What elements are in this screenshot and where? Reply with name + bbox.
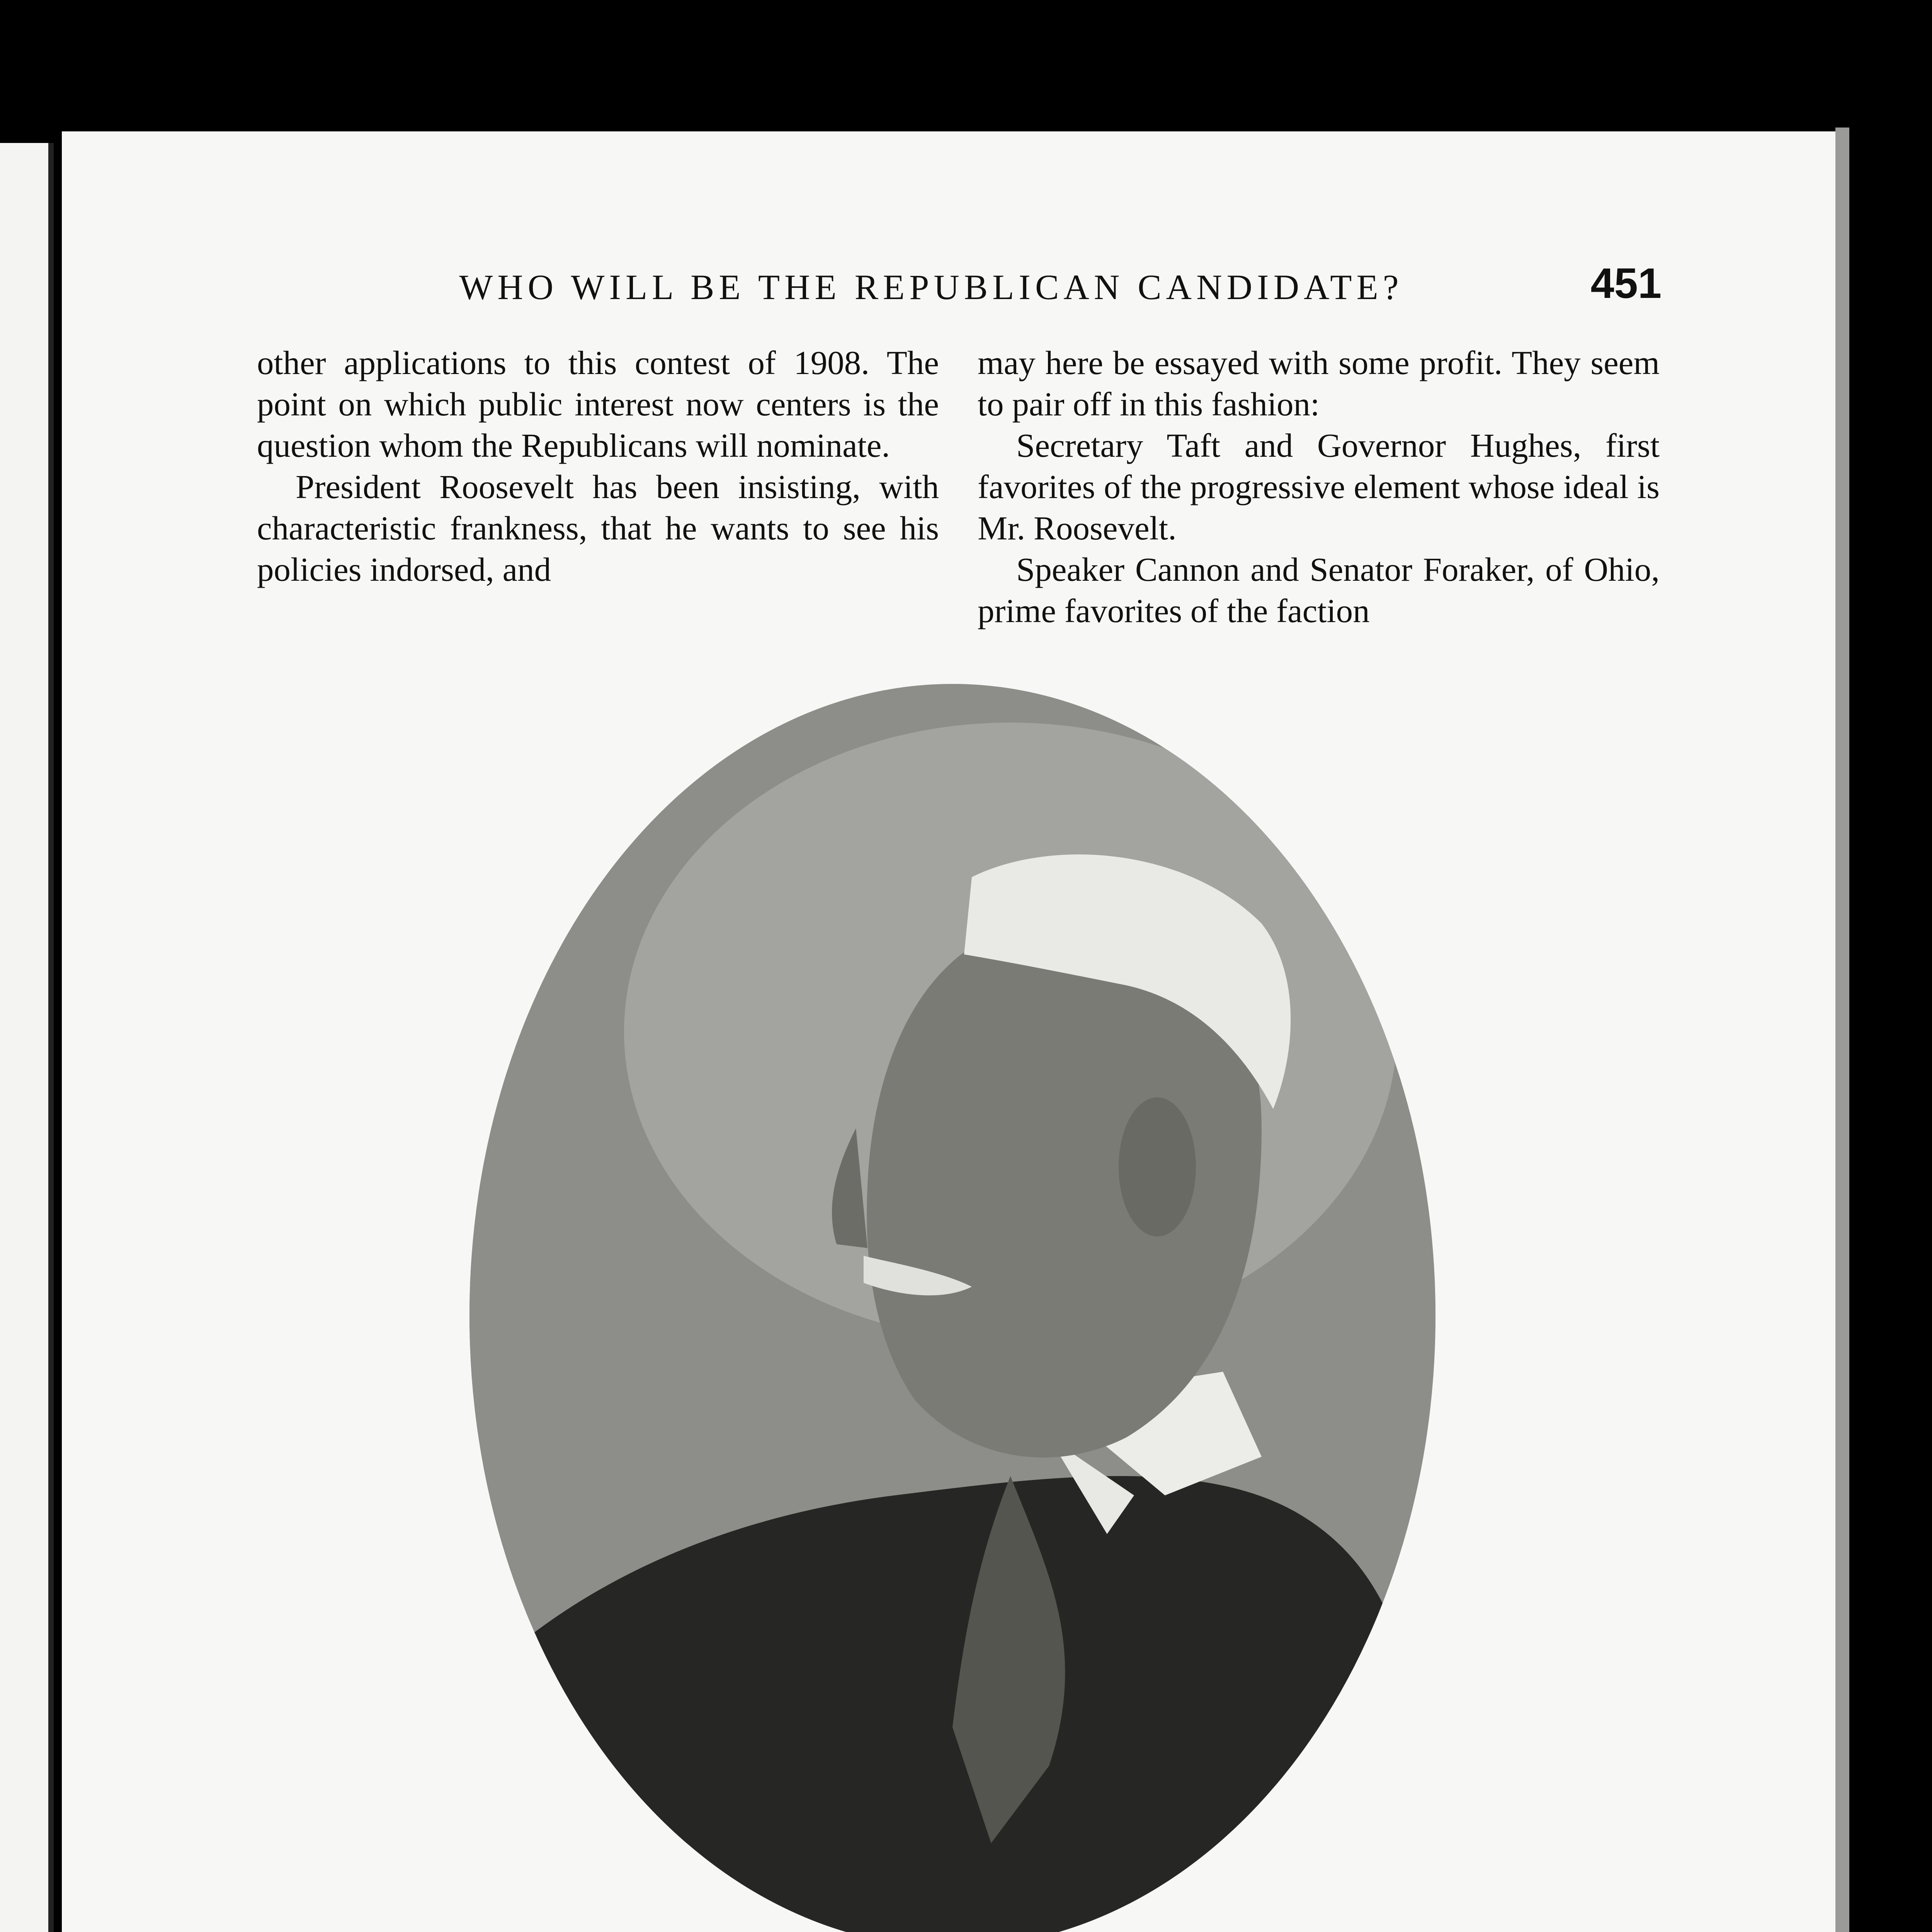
paragraph: Speaker Cannon and Senator Foraker, of Ohio, prime favorites of the faction — [978, 551, 1660, 629]
page-edge-shadow — [1835, 128, 1849, 1932]
portrait-photograph — [469, 684, 1435, 1932]
paragraph: may here be essayed with some profit. They seem to pair off in this fashion: — [978, 344, 1660, 423]
top-right-column — [978, 342, 1660, 631]
paragraph: Secretary Taft and Governor Hughes, first favorites of the progressive element whose ideal is Mr. Roosevelt. — [978, 427, 1660, 547]
paragraph: other applications to this contest of 1908. The point on which public interest now centers is the question whom the Republicans will nominate. — [257, 344, 939, 464]
facing-page-edge — [0, 143, 54, 1932]
page-number: 451 — [1590, 260, 1662, 307]
top-left-column — [257, 342, 939, 590]
portrait-figure — [469, 684, 1435, 1932]
running-head: WHO WILL BE THE REPUBLICAN CANDIDATE? — [459, 267, 1403, 307]
paragraph: President Roosevelt has been insisting, with characteristic frankness, that he wants to see his policies indorsed, and — [257, 468, 939, 588]
